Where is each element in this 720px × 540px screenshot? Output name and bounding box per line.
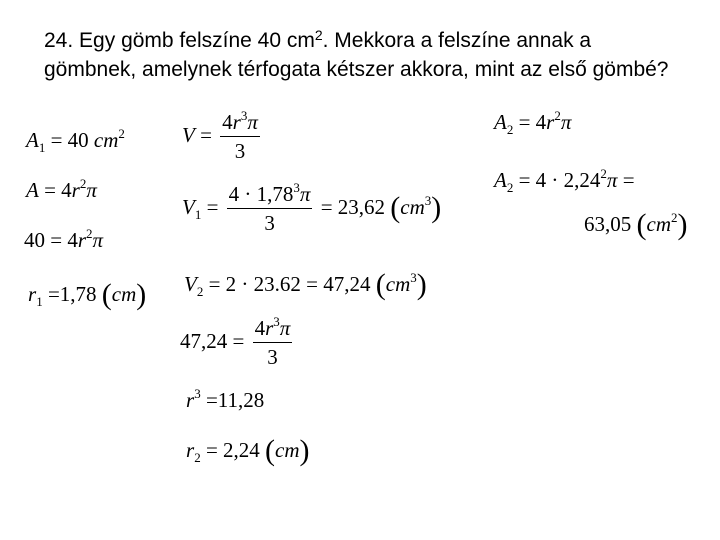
problem-text-before: Egy gömb felszíne 40 cm (79, 29, 315, 52)
fraction: $\frac{4r^3\pi}{3}$ (254, 314, 291, 369)
eq-volume-formula: V = $\frac{4r^3\pi}{3}$ (182, 108, 258, 163)
eq-v2: $V_2 = 2 \cdot 23.62 = 47,24$ $(cm^3)$ (184, 268, 427, 301)
problem-superscript: 2 (314, 27, 323, 43)
problem-statement (44, 26, 684, 84)
problem-text-after: . Mekkora a felszíne annak a gömbnek, amelynek térfogata kétszer akkora, mint az első gömbé? (44, 29, 669, 81)
eq-v1: $V_1$ = $\frac{4 \cdot 1,78^3\pi}{3}$ = 23,62 $(cm^3)$ (182, 180, 442, 235)
eq-a1: $A_1 = 40$ $cm^2$ (26, 126, 125, 155)
problem-number: 24. (44, 29, 74, 52)
eq-r1: $r_1 =1,78$ (cm) (28, 278, 147, 311)
eq-r-cubed: $r^3 =11,28$ (186, 386, 265, 412)
eq-surface-formula: $A = 4r^2\pi$ (26, 176, 97, 202)
eq-4724: 47,24 = $\frac{4r^3\pi}{3}$ (180, 314, 291, 369)
fraction: $\frac{4 \cdot 1,78^3\pi}{3}$ (228, 180, 311, 235)
eq-r2: $r_2 = 2,24$ (cm) (186, 434, 310, 467)
fraction: $\frac{4r^3\pi}{3}$ (222, 108, 258, 163)
eq-a2-result: 63,05 $(cm^2)$ (584, 208, 688, 241)
eq-a2-formula: $A_2 = 4r^2\pi$ (494, 108, 572, 137)
eq-forty: $40 = 4r^2\pi$ (24, 226, 104, 252)
eq-a2-calc: $A_2 = 4 \cdot 2,24^2\pi$ = (494, 166, 635, 195)
